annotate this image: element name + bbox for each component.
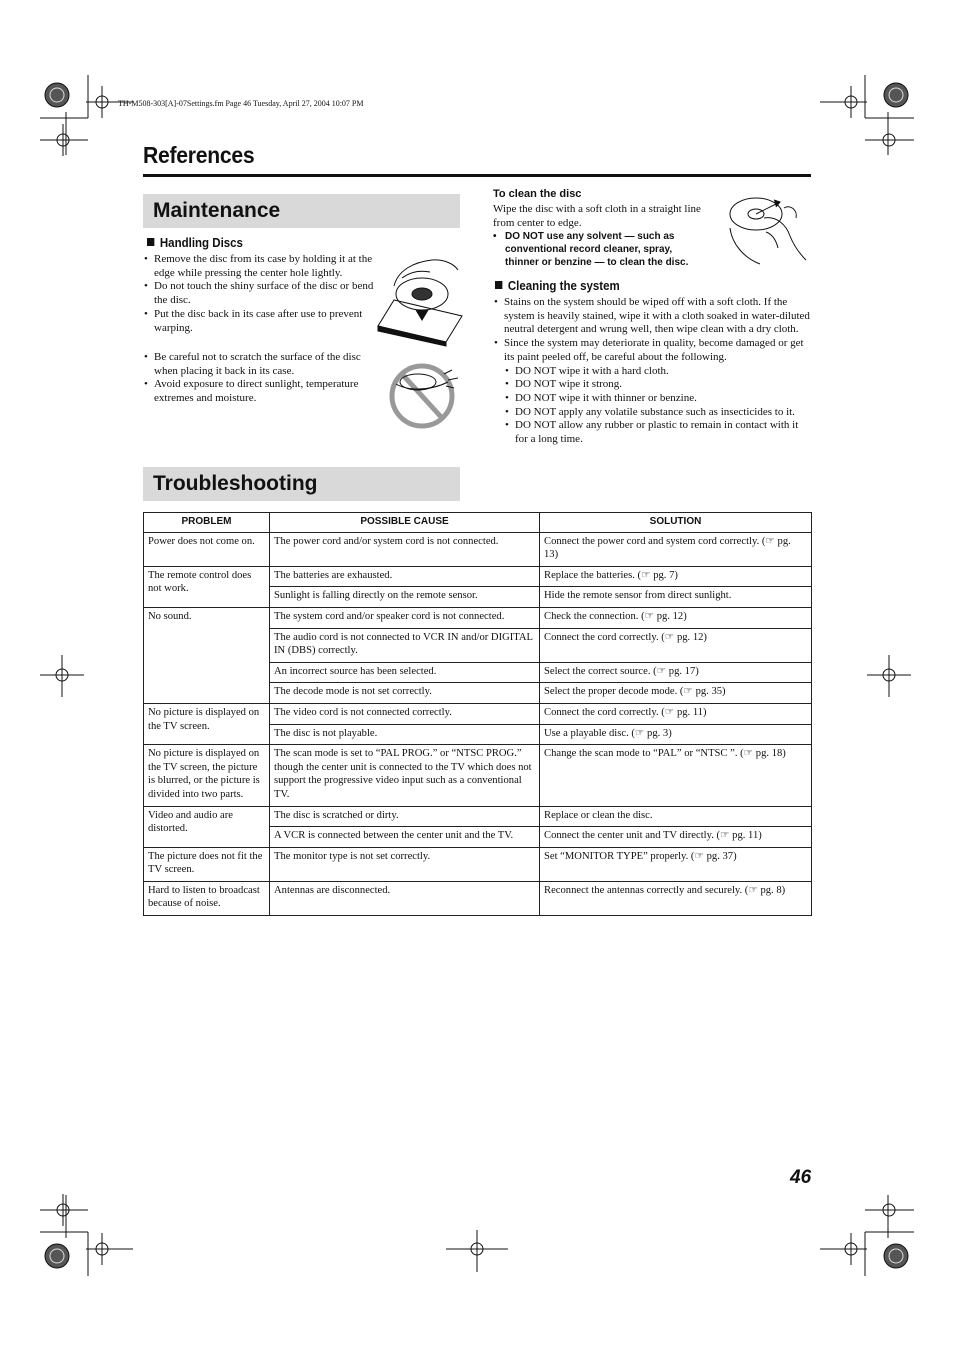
square-bullet-icon — [495, 281, 502, 289]
problem-cell: The remote control does not work. — [144, 566, 270, 607]
troubleshooting-heading: Troubleshooting — [143, 467, 460, 501]
list-item: • DO NOT allow any rubber or plastic to remain in contact with it for a long time. — [504, 419, 813, 446]
solution-cell: Connect the cord correctly. (☞ pg. 11) — [540, 703, 812, 724]
cleaning-system-heading: Cleaning the system — [495, 279, 620, 293]
cause-cell: The monitor type is not set correctly. — [270, 847, 540, 881]
cleaning-caution-list — [493, 365, 813, 447]
cause-cell: An incorrect source has been selected. — [270, 662, 540, 683]
table-header-row — [144, 513, 812, 533]
handling-list-1 — [143, 253, 375, 335]
solution-cell: Use a playable disc. (☞ pg. 3) — [540, 724, 812, 745]
troubleshooting-table — [143, 512, 812, 916]
solution-cell: Change the scan mode to “PAL” or “NTSC ”. (☞ pg. 18) — [540, 745, 812, 806]
handling-list-2 — [143, 351, 375, 406]
table-row — [144, 703, 812, 724]
clean-disc-text: Wipe the disc with a soft cloth in a straight line from center to edge. — [493, 203, 701, 229]
problem-cell: Power does not come on. — [144, 532, 270, 566]
column-header-cause: POSSIBLE CAUSE — [270, 513, 540, 533]
solution-cell: Set “MONITOR TYPE” properly. (☞ pg. 37) — [540, 847, 812, 881]
cause-cell: The power cord and/or system cord is not connected. — [270, 532, 540, 566]
prohibited-handling-illustration — [378, 360, 468, 430]
table-row — [144, 881, 812, 915]
problem-cell: No picture is displayed on the TV screen. — [144, 703, 270, 744]
list-item: • Do not touch the shiny surface of the disc or bend the disc. — [143, 280, 375, 307]
cleaning-system-block — [493, 296, 813, 447]
wipe-disc-illustration — [724, 188, 814, 268]
column-header-problem: PROBLEM — [144, 513, 270, 533]
cleaning-system-list — [493, 296, 813, 365]
cause-cell: The system cord and/or speaker cord is not connected. — [270, 607, 540, 628]
table-row — [144, 847, 812, 881]
list-item: • Put the disc back in its case after use to prevent warping. — [143, 308, 375, 335]
cause-cell: A VCR is connected between the center unit and the TV. — [270, 827, 540, 848]
table-row — [144, 566, 812, 587]
cause-cell: The decode mode is not set correctly. — [270, 683, 540, 704]
column-header-solution: SOLUTION — [540, 513, 812, 533]
table-row — [144, 532, 812, 566]
list-item: • Be careful not to scratch the surface of the disc when placing it back in its case. — [143, 351, 375, 378]
list-item: • Avoid exposure to direct sunlight, temperature extremes and moisture. — [143, 378, 375, 405]
problem-cell: Hard to listen to broadcast because of noise. — [144, 881, 270, 915]
solution-cell: Select the correct source. (☞ pg. 17) — [540, 662, 812, 683]
solution-cell: Reconnect the antennas correctly and securely. (☞ pg. 8) — [540, 881, 812, 915]
list-item: • DO NOT apply any volatile substance such as insecticides to it. — [504, 406, 813, 420]
solution-cell: Select the proper decode mode. (☞ pg. 35) — [540, 683, 812, 704]
problem-cell: No picture is displayed on the TV screen, the picture is blurred, or the picture is divided into two parts. — [144, 745, 270, 806]
maintenance-heading: Maintenance — [143, 194, 460, 228]
disc-case-illustration — [374, 256, 464, 346]
solution-cell: Check the connection. (☞ pg. 12) — [540, 607, 812, 628]
cause-cell: The batteries are exhausted. — [270, 566, 540, 587]
page-number: 46 — [790, 1167, 812, 1188]
list-item: • DO NOT wipe it with thinner or benzine. — [504, 392, 813, 406]
cause-cell: Antennas are disconnected. — [270, 881, 540, 915]
problem-cell: No sound. — [144, 607, 270, 703]
clean-disc-warning: • DO NOT use any solvent — such as conventional record cleaner, spray, thinner or benzine — to clean the disc. — [493, 231, 689, 268]
problem-cell: The picture does not fit the TV screen. — [144, 847, 270, 881]
table-row — [144, 806, 812, 827]
solution-cell: Connect the cord correctly. (☞ pg. 12) — [540, 628, 812, 662]
title-rule — [143, 174, 811, 177]
list-item: • Since the system may deteriorate in quality, become damaged or get its paint peeled off, be careful about the following. — [493, 337, 813, 364]
solution-cell: Hide the remote sensor from direct sunlight. — [540, 587, 812, 608]
section-title: References — [143, 142, 255, 168]
clean-disc-heading: To clean the disc — [493, 188, 582, 200]
solution-cell: Connect the center unit and TV directly. (☞ pg. 11) — [540, 827, 812, 848]
list-item: • DO NOT wipe it strong. — [504, 378, 813, 392]
solution-cell: Replace or clean the disc. — [540, 806, 812, 827]
list-item: • Remove the disc from its case by holding it at the edge while pressing the center hole lightly. — [143, 253, 375, 280]
solution-cell: Connect the power cord and system cord correctly. (☞ pg. 13) — [540, 532, 812, 566]
table-row — [144, 745, 812, 806]
cause-cell: The video cord is not connected correctly. — [270, 703, 540, 724]
cause-cell: The disc is scratched or dirty. — [270, 806, 540, 827]
cause-cell: The disc is not playable. — [270, 724, 540, 745]
file-info: TH-M508-303[A]-07Settings.fm Page 46 Tuesday, April 27, 2004 10:07 PM — [118, 99, 364, 108]
list-item: • DO NOT wipe it with a hard cloth. — [504, 365, 813, 379]
handling-discs-heading: Handling Discs — [147, 236, 243, 250]
list-item: • Stains on the system should be wiped off with a soft cloth. If the system is heavily stained, wipe it with a cloth soaked in water-diluted neutral detergent and wrung well, then wipe clean with a dry cloth. — [493, 296, 813, 337]
problem-cell: Video and audio are distorted. — [144, 806, 270, 847]
table-row — [144, 607, 812, 628]
cause-cell: The scan mode is set to “PAL PROG.” or “NTSC PROG.” though the center unit is connected to the TV which does not support the progressive video input such as a conventional TV. — [270, 745, 540, 806]
solution-cell: Replace the batteries. (☞ pg. 7) — [540, 566, 812, 587]
cause-cell: Sunlight is falling directly on the remote sensor. — [270, 587, 540, 608]
cause-cell: The audio cord is not connected to VCR IN and/or DIGITAL IN (DBS) correctly. — [270, 628, 540, 662]
square-bullet-icon — [147, 238, 154, 246]
